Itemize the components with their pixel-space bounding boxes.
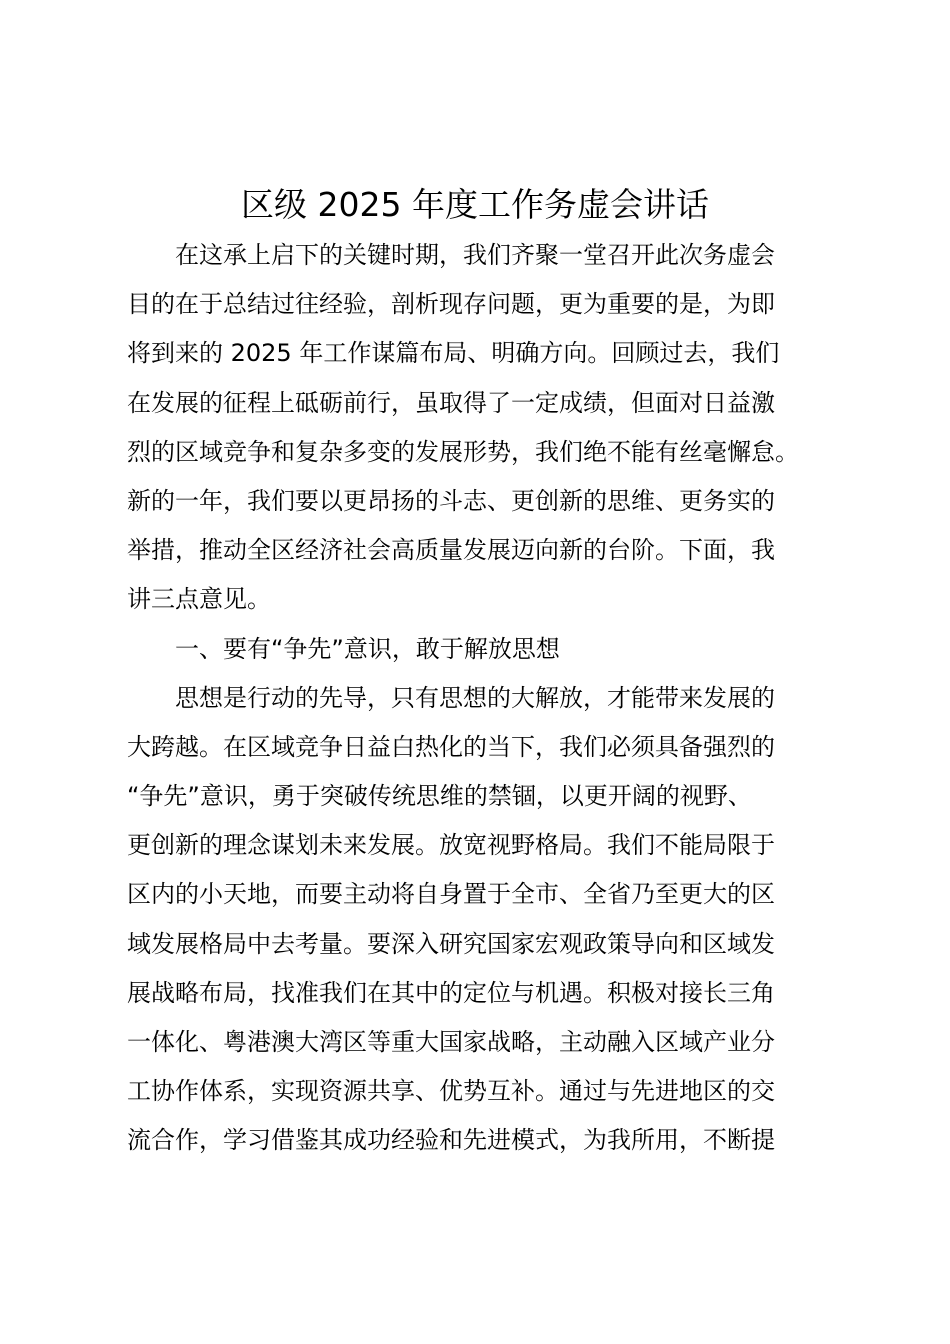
paragraph-line: 新的一年，我们要以更昂扬的斗志、更创新的思维、更务实的 (127, 486, 775, 515)
paragraph-line: 目的在于总结过往经验，剖析现存问题，更为重要的是，为即 (127, 290, 775, 319)
section-heading: 一、要有“争先”意识，敢于解放思想 (175, 634, 560, 663)
paragraph-line: 流合作，学习借鉴其成功经验和先进模式，为我所用，不断提 (127, 1126, 775, 1155)
paragraph-line: 更创新的理念谋划未来发展。放宽视野格局。我们不能局限于 (127, 831, 775, 860)
paragraph-line: 在这承上启下的关键时期，我们齐聚一堂召开此次务虚会 (175, 241, 775, 269)
paragraph-line: 举措，推动全区经济社会高质量发展迈向新的台阶。下面，我 (127, 536, 775, 565)
document-title: 区级 2025 年度工作务虚会讲话 (241, 185, 709, 224)
paragraph-line: 展战略布局，找准我们在其中的定位与机遇。积极对接长三角 (127, 978, 775, 1007)
paragraph-line: 将到来的 2025 年工作谋篇布局、明确方向。回顾过去，我们 (127, 339, 780, 368)
document-body (127, 231, 847, 1166)
paragraph-line: 烈的区域竞争和复杂多变的发展形势，我们绝不能有丝毫懈怠。 (127, 437, 799, 466)
paragraph-line: 区内的小天地，而要主动将自身置于全市、全省乃至更大的区 (127, 880, 775, 909)
paragraph-line: 域发展格局中去考量。要深入研究国家宏观政策导向和区域发 (127, 929, 775, 958)
paragraph-line: 一体化、粤港澳大湾区等重大国家战略，主动融入区域产业分 (127, 1028, 775, 1056)
paragraph-line: 大跨越。在区域竞争日益白热化的当下，我们必须具备强烈的 (127, 732, 775, 761)
paragraph-line: 思想是行动的先导，只有思想的大解放，才能带来发展的 (175, 683, 775, 712)
paragraph-line: 工协作体系，实现资源共享、优势互补。通过与先进地区的交 (127, 1077, 775, 1106)
paragraph-line: 讲三点意见。 (127, 585, 271, 614)
paragraph-line: “争先”意识，勇于突破传统思维的禁锢，以更开阔的视野、 (127, 782, 752, 811)
paragraph-line: 在发展的征程上砥砺前行，虽取得了一定成绩，但面对日益激 (127, 388, 775, 417)
